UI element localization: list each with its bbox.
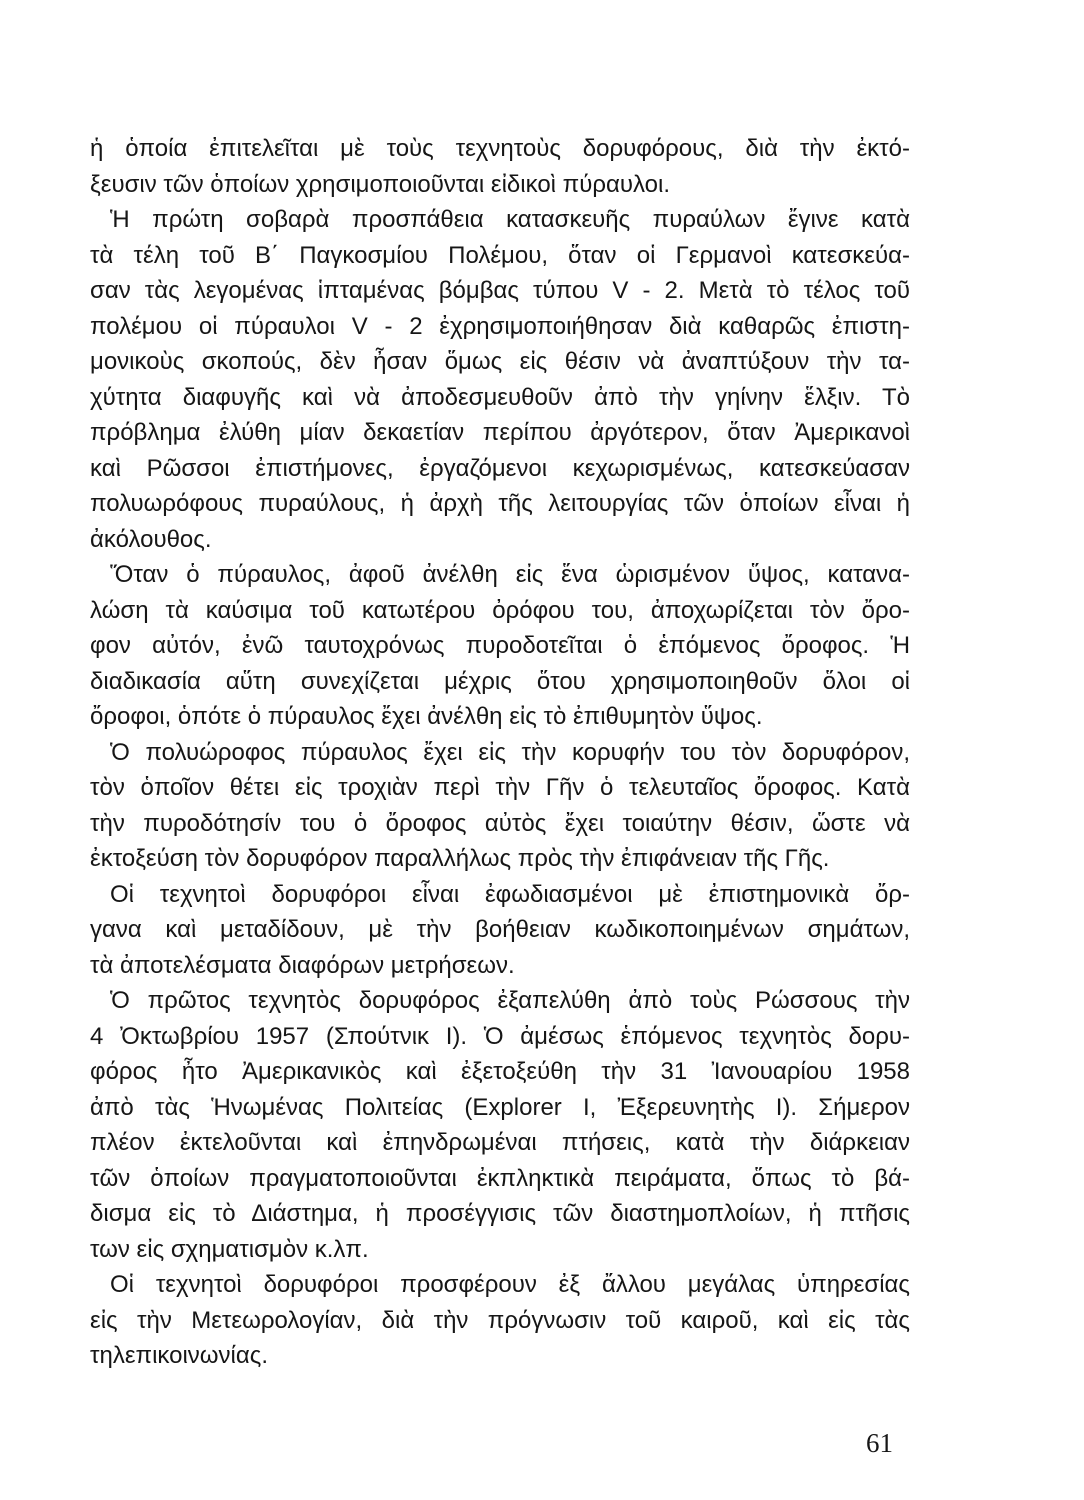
- text-line: τὴν πυροδότησίν του ὁ ὄροφος αὐτὸς ἔχει τοιαύτην θέσιν, ὥστε νὰ: [90, 809, 910, 837]
- text-line: ἡ ὁποία ἐπιτελεῖται μὲ τοὺς τεχνητοὺς δορυφόρους, διὰ τὴν ἐκτό-: [90, 135, 910, 162]
- text-line: ἀπὸ τὰς Ἡνωμένας Πολιτείας (Explorer Ι, Ἐξερευνητὴς Ι). Σήμερον: [90, 1093, 910, 1121]
- paragraph: [90, 557, 910, 735]
- paragraph: [90, 131, 910, 202]
- paragraph: [90, 1267, 910, 1374]
- text-line: τὰ τέλη τοῦ Β΄ Παγκοσμίου Πολέμου, ὅταν οἱ Γερμανοὶ κατεσκεύα-: [90, 241, 910, 269]
- paragraph: [90, 877, 910, 984]
- text-line: πολυωρόφους πυραύλους, ἡ ἀρχὴ τῆς λειτουργίας τῶν ὁποίων εἶναι ἡ: [90, 490, 910, 517]
- text-line: γανα καὶ μεταδίδουν, μὲ τὴν βοήθειαν κωδικοποιημένων σημάτων,: [90, 916, 910, 943]
- text-line: τὰ ἀποτελέσματα διαφόρων μετρήσεων.: [90, 951, 515, 979]
- text-line: τὸν ὁποῖον θέτει εἰς τροχιὰν περὶ τὴν Γῆν ὁ τελευταῖος ὄροφος. Κατὰ: [90, 774, 910, 801]
- text-line: των εἰς σχηματισμὸν κ.λπ.: [90, 1235, 369, 1263]
- text-line: Ἡ πρώτη σοβαρὰ προσπάθεια κατασκευῆς πυραύλων ἔγινε κατὰ: [110, 206, 910, 233]
- text-line: δισμα εἰς τὸ Διάστημα, ἡ προσέγγισις τῶν διαστημοπλοίων, ἡ πτῆσις: [90, 1200, 910, 1227]
- paragraph: [90, 735, 910, 877]
- text-line: πλέον ἐκτελοῦνται καὶ ἐπηνδρωμέναι πτήσεις, κατὰ τὴν διάρκειαν: [90, 1129, 910, 1156]
- body-text: [90, 131, 910, 1374]
- text-line: πρόβλημα ἐλύθη μίαν δεκαετίαν περίπου ἀργότερον, ὅταν Ἀμερικανοὶ: [90, 419, 910, 446]
- text-line: ἀκόλουθος.: [90, 525, 212, 553]
- text-line: 4 Ὀκτωβρίου 1957 (Σπούτνικ Ι). Ὁ ἀμέσως ἑπόμενος τεχνητὸς δορυ-: [90, 1022, 910, 1050]
- text-line: σαν τὰς λεγομένας ἱπταμένας βόμβας τύπου V - 2. Μετὰ τὸ τέλος τοῦ: [90, 277, 910, 304]
- text-line: Ὅταν ὁ πύραυλος, ἀφοῦ ἀνέλθη εἰς ἕνα ὡρισμένον ὕψος, κατανα-: [110, 561, 910, 588]
- text-line: Ὁ πρῶτος τεχνητὸς δορυφόρος ἐξαπελύθη ἀπὸ τοὺς Ρώσσους τὴν: [110, 987, 910, 1014]
- text-line: εἰς τὴν Μετεωρολογίαν, διὰ τὴν πρόγνωσιν τοῦ καιροῦ, καὶ εἰς τὰς: [90, 1306, 910, 1334]
- text-line: ὄροφοι, ὁπότε ὁ πύραυλος ἔχει ἀνέλθη εἰς τὸ ἐπιθυμητὸν ὕψος.: [90, 703, 763, 730]
- text-line: χύτητα διαφυγῆς καὶ νὰ ἀποδεσμευθοῦν ἀπὸ τὴν γηίνην ἕλξιν. Τὸ: [90, 383, 910, 411]
- text-line: διαδικασία αὕτη συνεχίζεται μέχρις ὅτου χρησιμοποιηθοῦν ὅλοι οἱ: [90, 667, 910, 695]
- text-line: λώση τὰ καύσιμα τοῦ κατωτέρου ὀρόφου του, ἀποχωρίζεται τὸν ὄρο-: [90, 596, 910, 624]
- text-line: Ὁ πολυώροφος πύραυλος ἔχει εἰς τὴν κορυφήν του τὸν δορυφόρον,: [110, 738, 910, 766]
- text-line: ἐκτοξεύση τὸν δορυφόρον παραλλήλως πρὸς τὴν ἐπιφάνειαν τῆς Γῆς.: [90, 845, 830, 872]
- paragraph: [90, 983, 910, 1267]
- text-line: Οἱ τεχνητοὶ δορυφόροι εἶναι ἐφωδιασμένοι μὲ ἐπιστημονικὰ ὄρ-: [110, 880, 910, 908]
- paragraph: [90, 202, 910, 557]
- text-line: Οἱ τεχνητοὶ δορυφόροι προσφέρουν ἐξ ἄλλου μεγάλας ὑπηρεσίας: [110, 1271, 910, 1298]
- text-line: τῶν ὁποίων πραγματοποιοῦνται ἐκπληκτικὰ πειράματα, ὅπως τὸ βά-: [90, 1164, 910, 1192]
- text-line: πολέμου οἱ πύραυλοι V - 2 ἐχρησιμοποιήθησαν διὰ καθαρῶς ἐπιστη-: [90, 312, 910, 340]
- text-line: ξευσιν τῶν ὁποίων χρησιμοποιοῦνται εἰδικοὶ πύραυλοι.: [90, 170, 670, 198]
- text-line: καὶ Ρῶσσοι ἐπιστήμονες, ἐργαζόμενοι κεχωρισμένως, κατεσκεύασαν: [90, 454, 910, 482]
- text-line: φόρος ἦτο Ἀμερικανικὸς καὶ ἐξετοξεύθη τὴν 31 Ἰανουαρίου 1958: [90, 1058, 910, 1085]
- text-line: φον αὐτόν, ἐνῶ ταυτοχρόνως πυροδοτεῖται ὁ ἑπόμενος ὄροφος. Ἡ: [90, 632, 910, 659]
- page-number: 61: [866, 1428, 893, 1458]
- text-line: τηλεπικοινωνίας.: [90, 1342, 268, 1369]
- text-line: μονικοὺς σκοπούς, δὲν ἦσαν ὅμως εἰς θέσιν νὰ ἀναπτύξουν τὴν τα-: [90, 348, 910, 375]
